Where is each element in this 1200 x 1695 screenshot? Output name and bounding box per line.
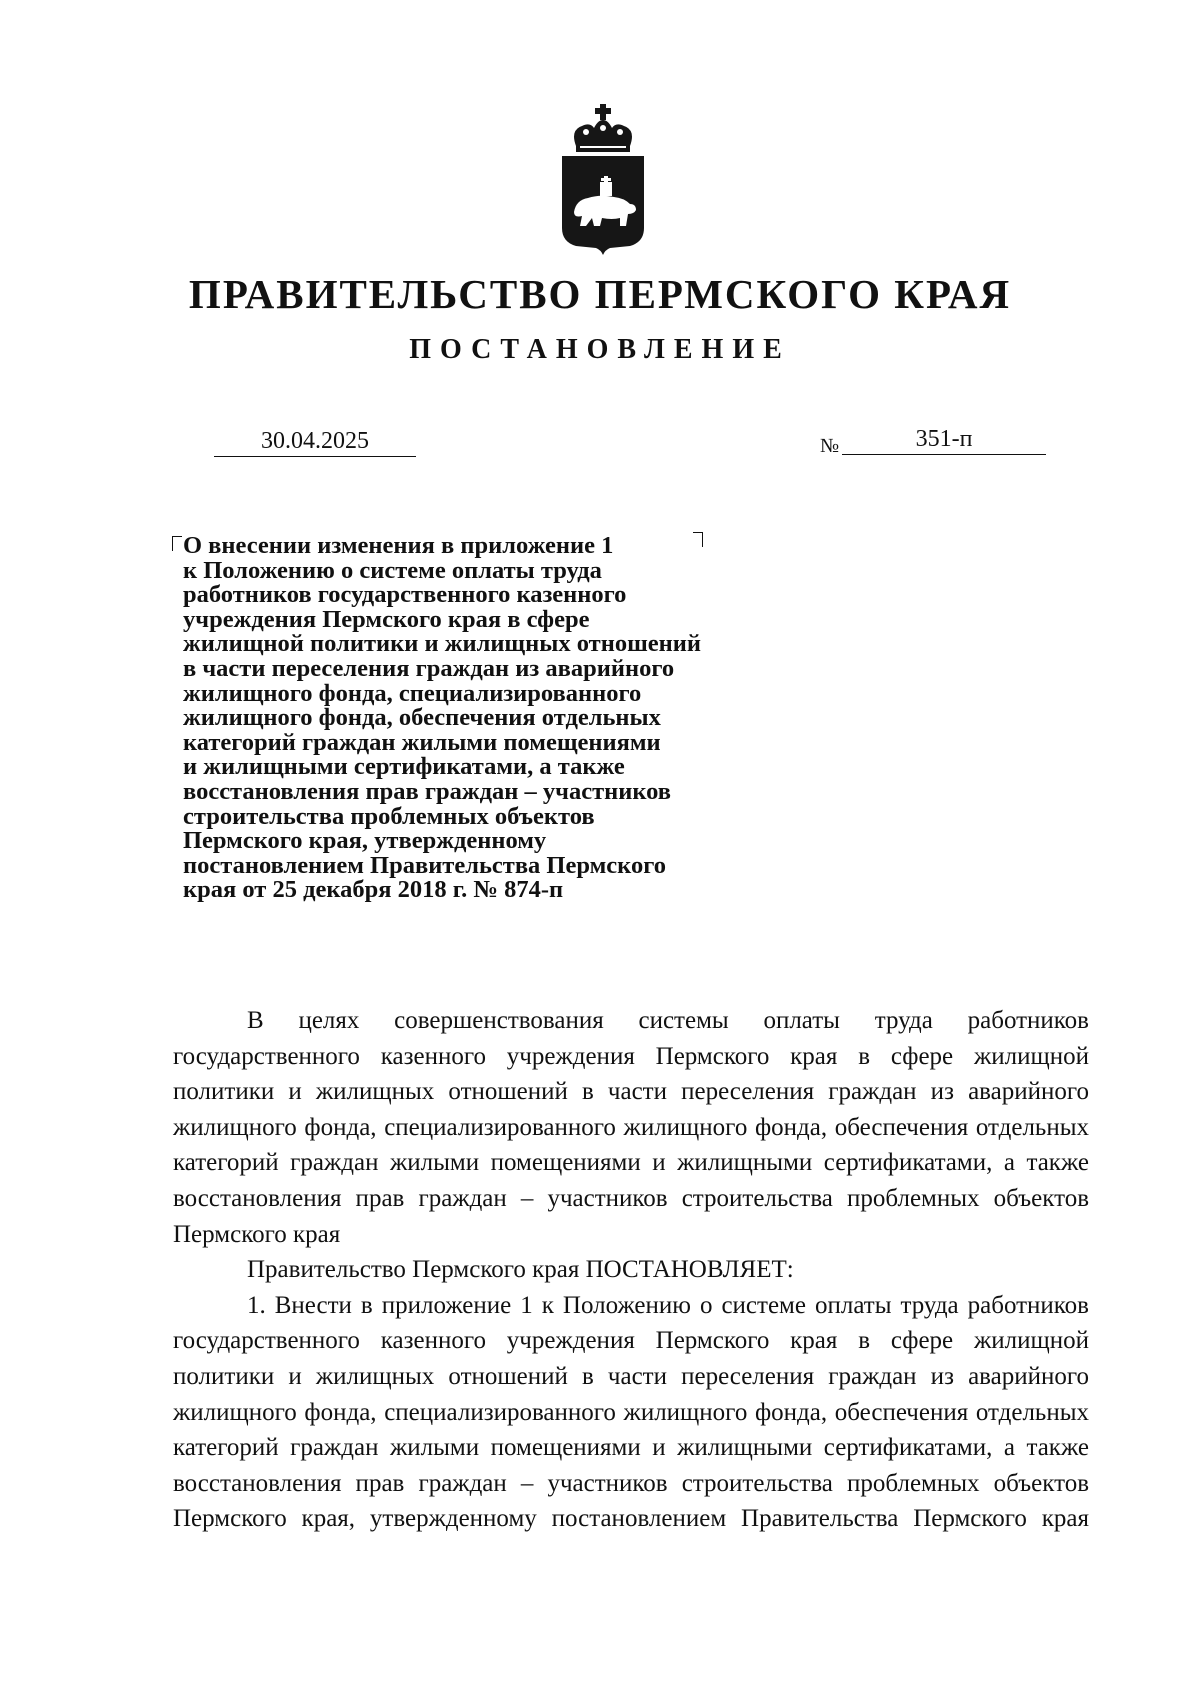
subject-line: жилищного фонда, специализированного xyxy=(183,679,642,707)
organization-title: ПРАВИТЕЛЬСТВО ПЕРМСКОГО КРАЯ xyxy=(188,271,1012,317)
subject-line: восстановления прав граждан – участников xyxy=(183,777,672,805)
document-type: ПОСТАНОВЛЕНИЕ xyxy=(409,334,791,365)
subject-line: к Положению о системе оплаты труда xyxy=(183,556,602,584)
subject-line: постановлением Правительства Пермского xyxy=(183,851,666,879)
perm-krai-coat-of-arms-icon xyxy=(560,100,646,256)
subject-line: О внесении изменения в приложение 1 xyxy=(183,532,614,559)
subject-line: строительства проблемных объектов xyxy=(183,802,595,830)
subject-bracket-left xyxy=(172,536,182,551)
document-subject xyxy=(183,534,803,903)
document-date: 30.04.2025 xyxy=(214,426,416,457)
item-1-paragraph: 1. Внести в приложение 1 к Положению о системе оплаты труда работников государственного казенного учреждения Пермского края в сфере жилищной политики и жилищных отношений в части переселения граждан из аварийного жилищного фонда, специализированного жилищного фонда, обеспечения отдельных категорий граждан жилыми помещениями и жилищными сертификатами, а также восстановления прав граждан – участников строительства проблемных объектов Пермского края, утвержденному постановлением Правительства Пермского края xyxy=(173,1291,1089,1533)
subject-line: Пермского края, утвержденному xyxy=(183,827,547,855)
document-body xyxy=(173,1003,1089,1537)
number-label: № xyxy=(820,435,840,457)
subject-line: края от 25 декабря 2018 г. № 874-п xyxy=(183,876,564,904)
document-number: 351-п xyxy=(842,424,1046,455)
subject-line: и жилищными сертификатами, а также xyxy=(183,753,625,781)
subject-line: работников государственного казенного xyxy=(183,581,627,609)
subject-line: жилищной политики и жилищных отношений xyxy=(183,630,701,658)
preamble-paragraph: В целях совершенствования системы оплаты труда работников государственного казенного учреждения Пермского края в сфере жилищной политики и жилищных отношений в части переселения граждан из аварийного жилищного фонда, специализированного жилищного фонда, обеспечения отдельных категорий граждан жилыми помещениями и жилищными сертификатами, а также восстановления прав граждан – участников строительства проблемных объектов Пермского края xyxy=(173,1007,1089,1248)
subject-line: учреждения Пермского края в сфере xyxy=(183,605,590,633)
resolves-paragraph: Правительство Пермского края ПОСТАНОВЛЯЕТ: xyxy=(247,1256,794,1284)
subject-line: в части переселения граждан из аварийного xyxy=(183,654,675,682)
subject-line: жилищного фонда, обеспечения отдельных xyxy=(183,704,661,732)
subject-line: категорий граждан жилыми помещениями xyxy=(183,728,661,756)
